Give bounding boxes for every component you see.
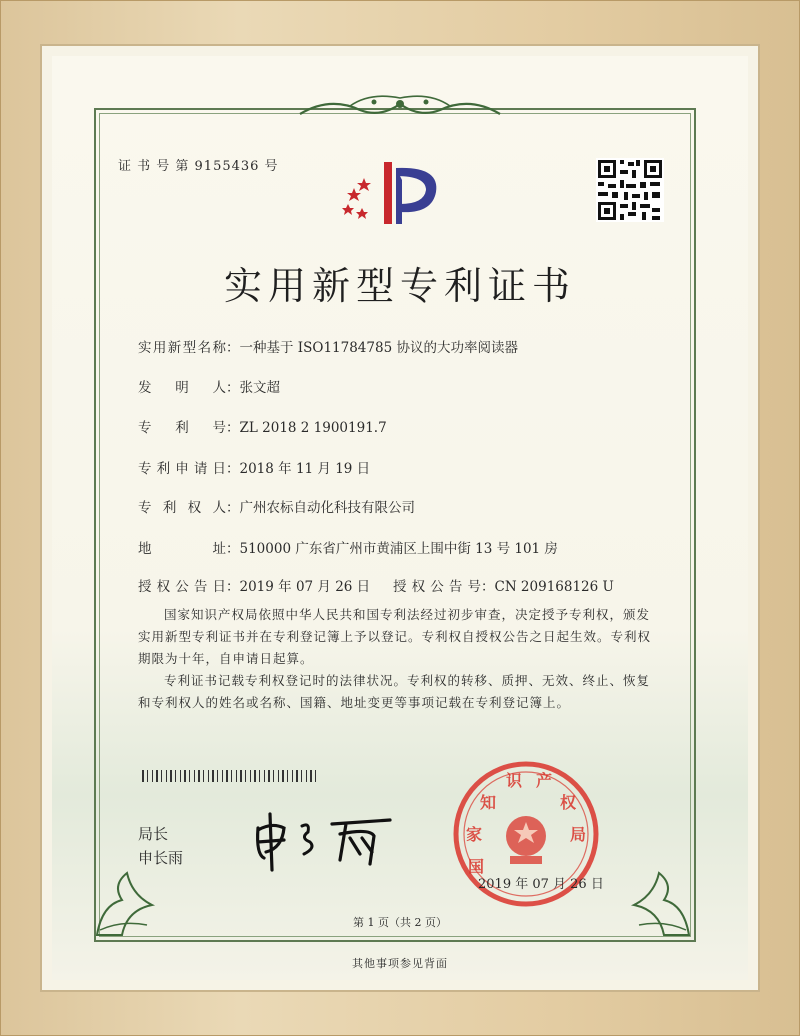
field-label: 发 明 人 [138, 380, 226, 396]
page-number: 第 1 页（共 2 页） [353, 916, 447, 929]
legal-status-paragraph: 专利证书记载专利权登记时的法律状况。专利权的转移、质押、无效、终止、恢复和专利权人的姓名或名称、国籍、地址变更等事项记载在专利登记簿上。 [138, 673, 651, 710]
svg-text:局: 局 [570, 825, 587, 844]
svg-text:权: 权 [560, 793, 577, 812]
field-value: ZL 2018 2 1900191.7 [239, 420, 387, 436]
field-filing-date: 专利申请日：2018 年 11 月 19 日 [138, 457, 370, 477]
field-value: 张文超 [239, 380, 280, 396]
handwritten-signature [250, 808, 400, 872]
field-patent-number: 专 利 号：ZL 2018 2 1900191.7 [138, 416, 387, 436]
top-ornament-icon [290, 92, 510, 122]
back-side-note: 其他事项参见背面 [352, 957, 448, 970]
patent-office-logo-icon [340, 158, 450, 228]
field-announcement-number: 授权公告号：CN 209168126 U [393, 575, 614, 595]
svg-text:产: 产 [536, 771, 553, 790]
field-address: 地 址：510000 广东省广州市黄浦区上围中街 13 号 101 房 [138, 537, 558, 557]
field-value: 2018 年 11 月 19 日 [239, 461, 371, 477]
svg-text:识: 识 [506, 771, 523, 790]
field-value: 一种基于 ISO11784785 协议的大功率阅读器 [239, 340, 518, 356]
field-label: 专利申请日 [138, 461, 226, 477]
field-patentee: 专 利 权 人：广州农标自动化科技有限公司 [138, 496, 415, 516]
field-utility-model-name: 实用新型名称：一种基于 ISO11784785 协议的大功率阅读器 [138, 336, 518, 356]
qr-code-icon [596, 158, 664, 222]
field-label: 专 利 号 [138, 420, 226, 436]
field-label: 地 址 [138, 541, 226, 557]
svg-text:知: 知 [480, 793, 497, 812]
field-value: 广州农标自动化科技有限公司 [239, 500, 415, 516]
field-label: 授权公告日 [138, 579, 226, 595]
barcode-icon [142, 770, 322, 782]
certificate-number: 证 书 号 第 9155436 号 [118, 159, 279, 174]
official-name: 申长雨 [138, 849, 184, 867]
svg-text:国: 国 [468, 857, 485, 876]
field-label: 实用新型名称 [138, 340, 226, 356]
official-title: 局长 [138, 825, 169, 843]
field-value: CN 209168126 U [494, 579, 614, 595]
field-value: 2019 年 07 月 26 日 [239, 579, 371, 595]
grant-paragraph: 国家知识产权局依照中华人民共和国专利法经过初步审查，决定授予专利权，颁发实用新型专利证书并在专利登记簿上予以登记。专利权自授权公告之日起生效。专利权期限为十年，自申请日起算。 [138, 607, 652, 666]
seal-date: 2019 年 07 月 26 日 [478, 877, 604, 892]
svg-text:家: 家 [466, 825, 483, 844]
field-inventor: 发 明 人：张文超 [138, 376, 280, 396]
field-label: 授权公告号 [393, 579, 481, 595]
field-label: 专 利 权 人 [138, 500, 226, 516]
field-value: 510000 广东省广州市黄浦区上围中街 13 号 101 房 [239, 541, 558, 557]
field-announcement-date: 授权公告日：2019 年 07 月 26 日 [138, 575, 370, 595]
certificate-title: 实用新型专利证书 [223, 264, 576, 308]
